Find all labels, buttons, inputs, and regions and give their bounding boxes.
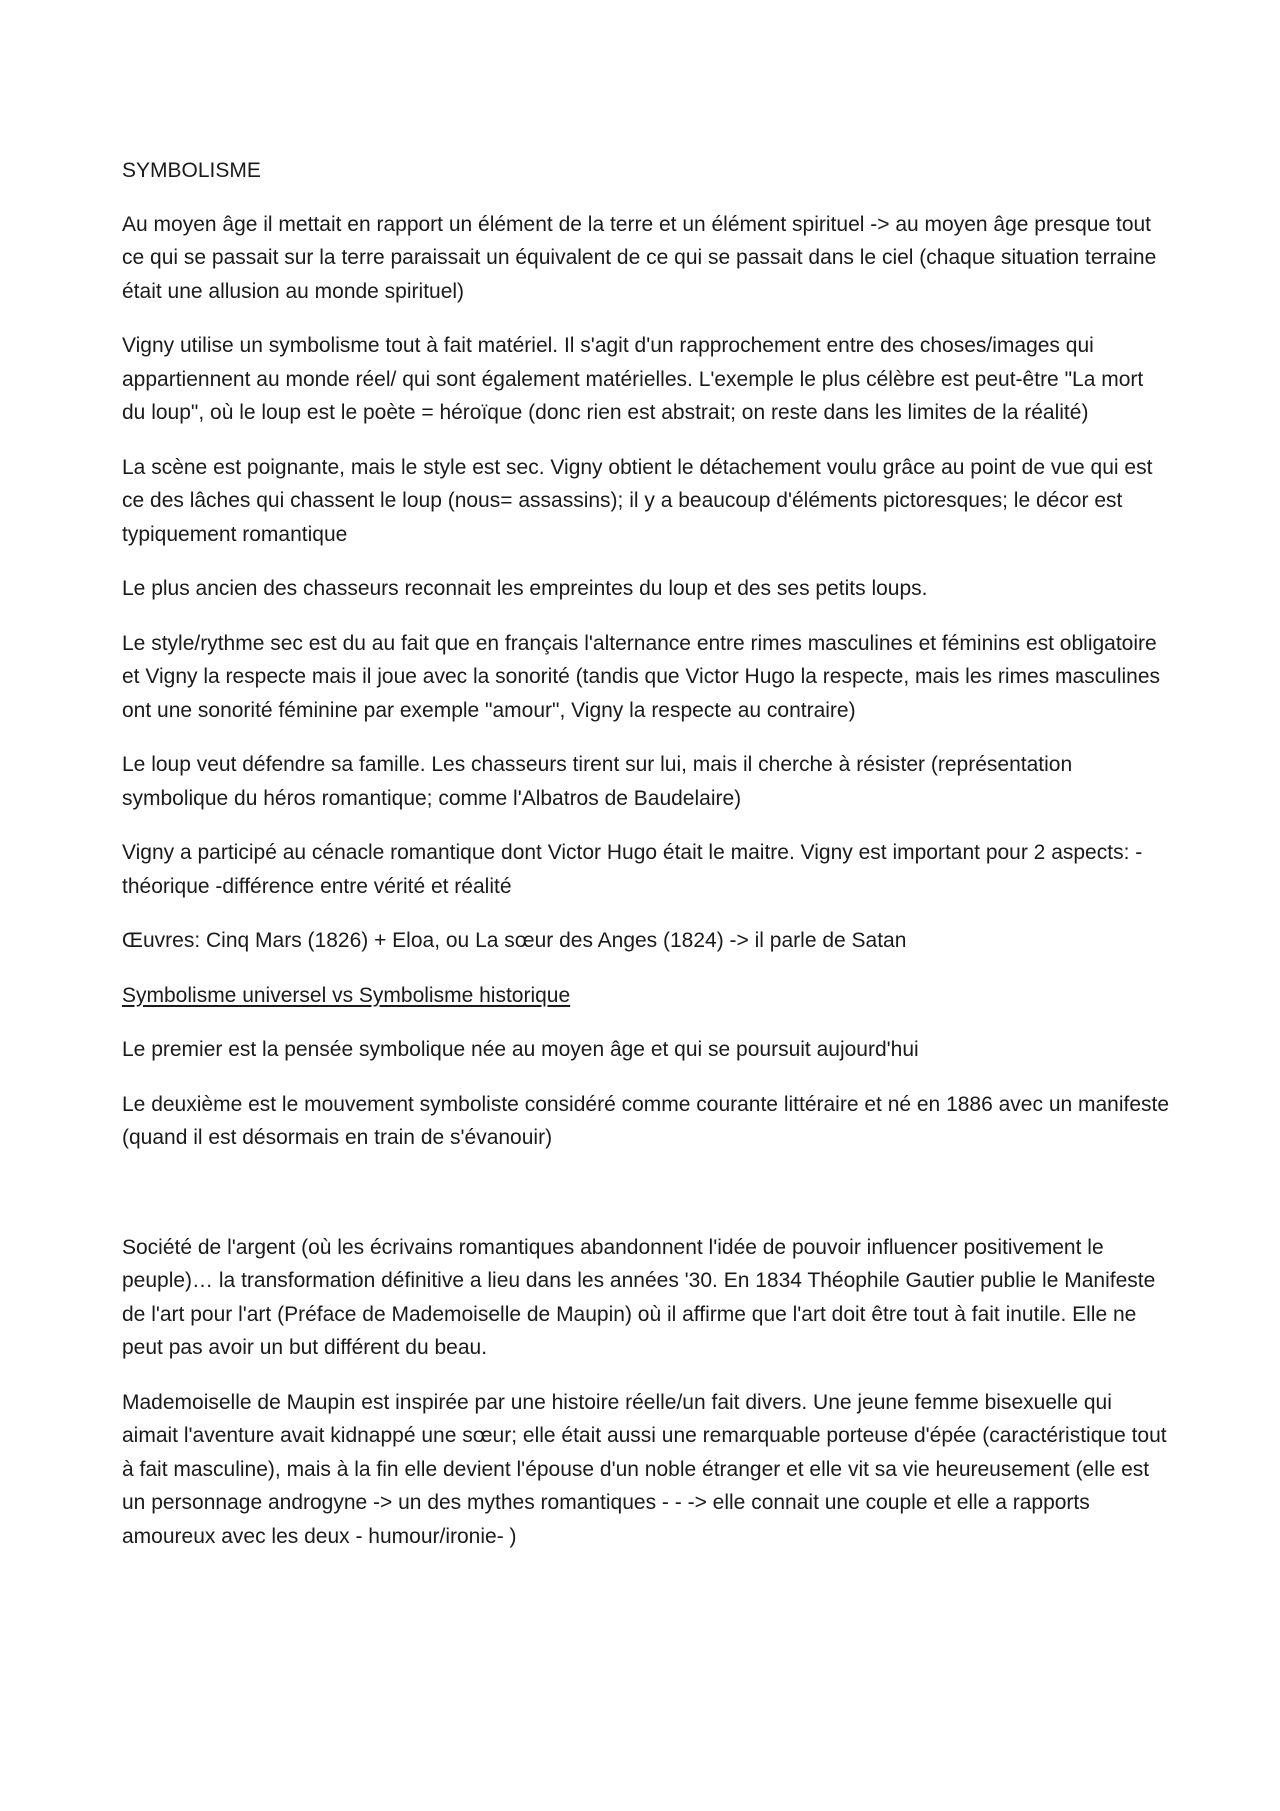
paragraph-moyen-age: Au moyen âge il mettait en rapport un élément de la terre et un élément spirituel -> au moyen âge presque tout ce qui se passait sur la terre paraissait un équivalent de ce qui se passait dans le ciel (chaque situation terraine était une allusion au monde spirituel) bbox=[122, 212, 1157, 303]
document-body bbox=[122, 154, 1172, 1574]
paragraph-cenacle: Vigny a participé au cénacle romantique dont Victor Hugo était le maitre. Vigny est important pour 2 aspects: -théorique -différence entre vérité et réalité bbox=[122, 841, 1143, 898]
paragraph-style-rythme: Le style/rythme sec est du au fait que en français l'alternance entre rimes masculines et féminins est obligatoire et Vigny la respecte mais il joue avec la sonorité (tandis que Victor Hugo la respecte, mais les rimes masculines ont une sonorité féminine par exemple "amour", Vigny la respecte au contraire) bbox=[122, 631, 1161, 722]
blank-line bbox=[122, 1176, 1172, 1231]
paragraph-deuxieme: Le deuxième est le mouvement symboliste considéré comme courante littéraire et né en 1886 avec un manifeste (quand il est désormais en train de s'évanouir) bbox=[122, 1092, 1170, 1149]
paragraph-maupin: Mademoiselle de Maupin est inspirée par une histoire réelle/un fait divers. Une jeune femme bisexuelle qui aimait l'aventure avait kidnappé une sœur; elle était aussi une remarquable porteuse d'épée (caractéristique tout à fait masculine), mais à la fin elle devient l'épouse d'un noble étranger et elle vit sa vie heureusement (elle est un personnage androgyne -> un des mythes romantiques - - -> elle connait une couple et elle a rapports amoureux avec les deux - humour/ironie- ) bbox=[122, 1390, 1167, 1548]
paragraph-vigny-symbolisme: Vigny utilise un symbolisme tout à fait matériel. Il s'agit d'un rapprochement entre des choses/images qui appartiennent au monde réel/ qui sont également matérielles. L'exemple le plus célèbre est peut-être "La mort du loup", où le loup est le poète = héroïque (donc rien est abstrait; on reste dans les limites de la réalité) bbox=[122, 334, 1144, 424]
document-title: SYMBOLISME bbox=[122, 159, 261, 182]
paragraph-societe-argent: Société de l'argent (où les écrivains romantiques abandonnent l'idée de pouvoir influencer positivement le peuple)… la transformation définitive a lieu dans les années '30. En 1834 Théophile Gautier publie le Manifeste de l'art pour l'art (Préface de Mademoiselle de Maupin) où il affirme que l'art doit être tout à fait inutile. Elle ne peut pas avoir un but différent du beau. bbox=[122, 1235, 1156, 1359]
paragraph-chasseurs: Le plus ancien des chasseurs reconnait les empreintes du loup et des ses petits loups. bbox=[122, 577, 928, 600]
paragraph-loup-famille: Le loup veut défendre sa famille. Les chasseurs tirent sur lui, mais il cherche à résister (représentation symbolique du héros romantique; comme l'Albatros de Baudelaire) bbox=[122, 753, 1073, 810]
paragraph-oeuvres: Œuvres: Cinq Mars (1826) + Eloa, ou La sœur des Anges (1824) -> il parle de Satan bbox=[122, 929, 907, 952]
subheading-symbolisme: Symbolisme universel vs Symbolisme historique bbox=[122, 983, 571, 1007]
paragraph-scene-poignante: La scène est poignante, mais le style est sec. Vigny obtient le détachement voulu grâce au point de vue qui est ce des lâches qui chassent le loup (nous= assassins); il y a beaucoup d'éléments pictoresques; le décor est typiquement romantique bbox=[122, 455, 1153, 546]
paragraph-premier: Le premier est la pensée symbolique née au moyen âge et qui se poursuit aujourd'hui bbox=[122, 1038, 919, 1061]
